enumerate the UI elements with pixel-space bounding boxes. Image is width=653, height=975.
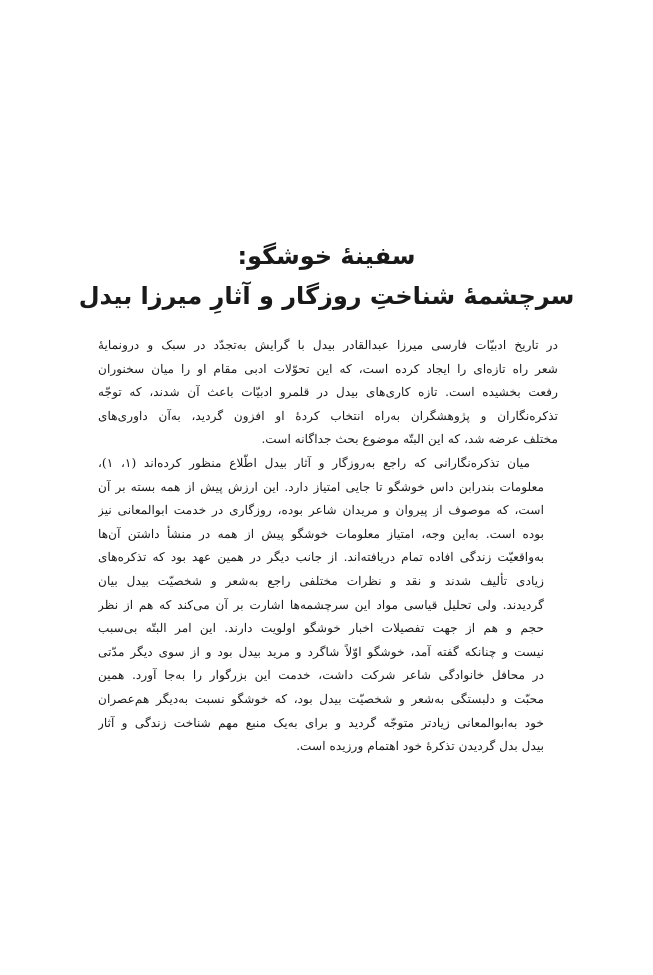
text-line: رفعت بخشیده است. تازه کاری‌های بیدل در قلمرو ادبیّات باعث آن شدند، که توجّه [98,385,558,400]
chapter-heading [60,236,593,316]
chapter-title: سفینهٔ خوشگو: [237,242,416,270]
text-line: است، که موصوف از پیروان و مریدان شاعر بوده، روزگاری در خدمت ابوالمعانی نیز [98,503,544,518]
text-line: میان تذکره‌نگارانی که راجع به‌روزگار و آثار بیدل اطّلاع منظور کرده‌اند (۱، ۱)، [98,455,531,470]
text-line: حجم و هم از جهت تفصیلات اخبار خوشگو اولویت دارند. این امر البتّه بی‌سبب [98,621,544,636]
body-text [98,334,558,759]
text-line: نیست و چنانکه گفته آمد، خوشگو اوّلاً شاگرد و مرید بیدل بود و از سوی دیگر مدّتی [98,644,544,659]
text-line: مختلف عرضه شد، که این البتّه موضوع بحث جداگانه است. [261,432,558,447]
text-line: در تاریخ ادبیّات فارسی میرزا عبدالقادر بیدل با گرایش به‌تجدّد در سبک و درونمایهٔ [98,338,558,352]
paragraph-2 [98,452,558,759]
text-line: شعر راه تازه‌ای را ایجاد کرده است، که این تحوّلات ادبی مقام او را میان سخنوران [98,361,558,376]
text-line: در محافل خانوادگی شاعر شرکت داشت، خدمت این بزرگوار را به‌جا آورد. همین [98,668,544,683]
text-line: بیدل بدل گردیدن تذکرهٔ خود اهتمام ورزیده است. [296,739,544,754]
text-line: بوده است. به‌این وجه، امتیاز معلومات خوشگو پیش از همه در منشأ داشتن آن‌ها [98,526,544,541]
chapter-subtitle: سرچشمهٔ شناختِ روزگار و آثارِ میرزا بیدل [78,282,575,310]
text-line: به‌واقعیّت زندگی افاده تمام دریافته‌اند. از جانب دیگر در همین عهد بود که تذکره‌های [98,550,544,565]
text-line: محبّت و دلبستگی به‌شعر و شخصیّت بیدل بود، که خوشگو نسبت به‌دیگر هم‌عصران [98,691,544,706]
text-line: معلومات بندرابن داس خوشگو تا جایی امتیاز دارد. این ارزش پیش از همه بسته بر آن [98,479,544,494]
text-line: تذکره‌نگاران و پژوهشگران به‌راه انتخاب کردهٔ او افزون گردید، به‌آن داوری‌های [98,408,558,423]
paragraph-1 [98,334,558,452]
text-line: خود به‌ابوالمعانی زیادتر متوجّه گردید و برای به‌یک منبع مهم شناخت زندگی و آثار [98,715,544,730]
text-line: گردیدند. ولی تحلیل قیاسی مواد این سرچشمه‌ها اشارت بر آن می‌کند که هم از نظر [98,597,544,612]
text-line: زیادی تألیف شدند و نقد و نظرات مختلفی راجع به‌شعر و شخصیّت بیدل بیان [98,573,544,588]
